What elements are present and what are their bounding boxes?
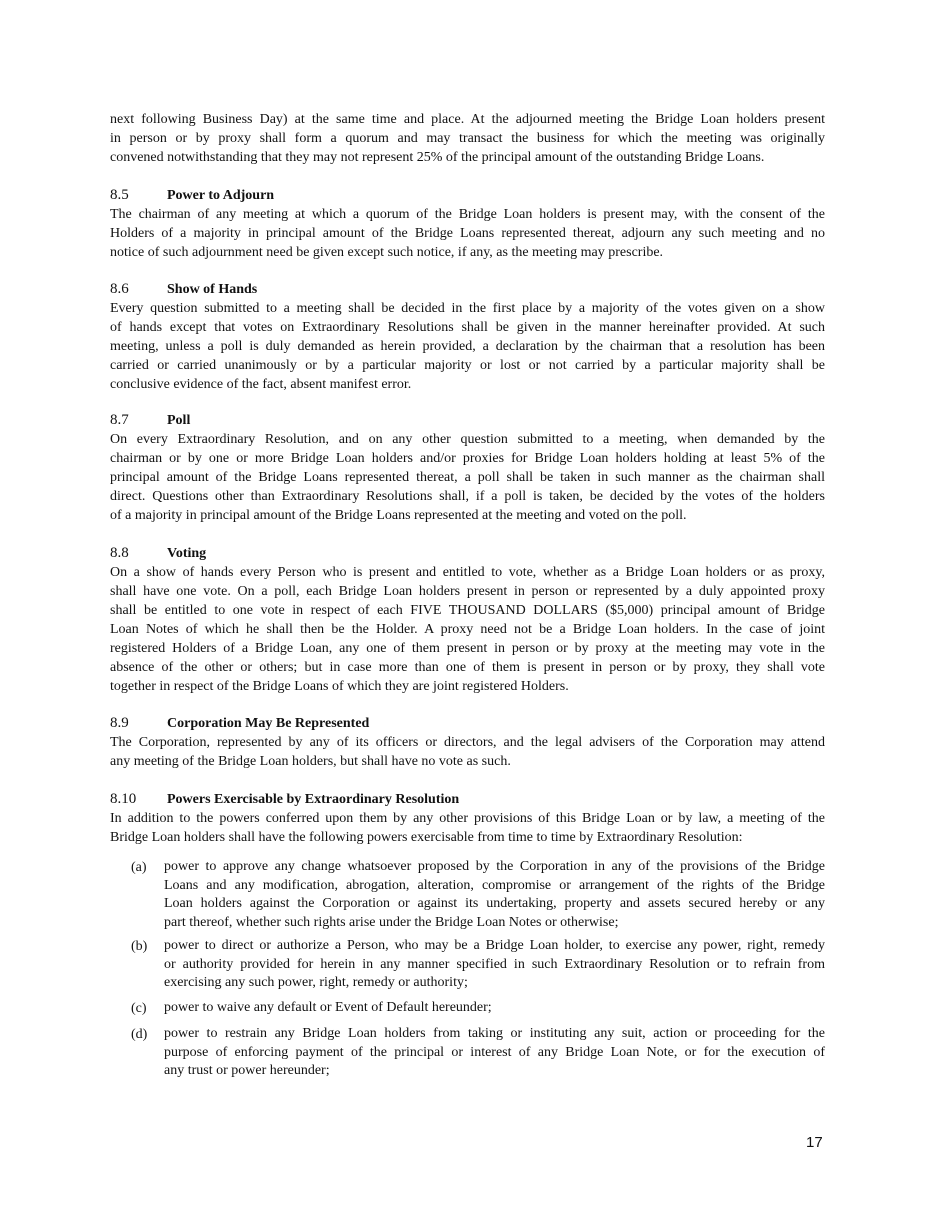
text-line: in person or by proxy shall form a quorum and may transact the business for which the meeting was originally bbox=[110, 131, 825, 146]
text-line: direct. Questions other than Extraordinary Resolutions shall, if a poll is taken, be decided by the votes of the holders bbox=[110, 489, 825, 504]
text-line: any trust or power hereunder; bbox=[164, 1063, 330, 1078]
text-line: Holders of a majority in principal amount of the Bridge Loans represented thereat, adjourn any such meeting and no bbox=[110, 226, 825, 241]
text-line: or authority provided for herein in any manner specified in such Extraordinary Resolution or to refrain from bbox=[164, 956, 825, 972]
section-heading bbox=[110, 544, 825, 563]
section-title: Show of Hands bbox=[167, 282, 258, 297]
section-8-9 bbox=[110, 714, 825, 771]
text-line: absence of the other or others; but in case more than one of them is present in person or by proxy, they shall vote bbox=[110, 660, 825, 675]
section-title: Powers Exercisable by Extraordinary Resolution bbox=[167, 792, 460, 807]
text-line: Every question submitted to a meeting shall be decided in the first place by a majority of the votes given on a show bbox=[110, 301, 825, 316]
section-8-10 bbox=[110, 790, 825, 847]
item-text bbox=[164, 999, 825, 1018]
text-line: together in respect of the Bridge Loans of which they are joint registered Holders. bbox=[110, 679, 569, 694]
item-label: (c) bbox=[131, 1001, 147, 1016]
text-line: next following Business Day) at the same time and place. At the adjourned meeting the Bridge Loan holders present bbox=[110, 112, 825, 127]
text-line: convened notwithstanding that they may not represent 25% of the principal amount of the outstanding Bridge Loans. bbox=[110, 150, 765, 165]
text-line: conclusive evidence of the fact, absent manifest error. bbox=[110, 377, 412, 392]
list-item-a bbox=[131, 858, 825, 932]
item-text bbox=[164, 937, 825, 993]
section-number: 8.8 bbox=[110, 545, 129, 561]
text-line: purpose of enforcing payment of the principal or interest of any Bridge Loan Note, or for the execution of bbox=[164, 1044, 825, 1060]
item-text bbox=[164, 1025, 825, 1081]
text-line: power to direct or authorize a Person, who may be a Bridge Loan holder, to exercise any power, right, remedy bbox=[164, 938, 825, 953]
text-line: power to approve any change whatsoever proposed by the Corporation in any of the provisions of the Bridge bbox=[164, 859, 825, 874]
list-item-b bbox=[131, 937, 825, 993]
section-8-5 bbox=[110, 186, 825, 262]
text-line: Bridge Loan holders shall have the following powers exercisable from time to time by Extraordinary Resolution: bbox=[110, 830, 743, 845]
text-line: any meeting of the Bridge Loan holders, but shall have no vote as such. bbox=[110, 754, 511, 769]
text-line: Loans and any modification, abrogation, alteration, compromise or arrangement of the rights of the Bridge bbox=[164, 877, 825, 893]
text-line: exercising any such power, right, remedy or authority; bbox=[164, 975, 468, 990]
text-line: part thereof, whether such rights arise under the Bridge Loan Notes or otherwise; bbox=[164, 914, 619, 930]
section-number: 8.9 bbox=[110, 715, 129, 731]
text-line: meeting, unless a poll is duly demanded as herein provided, a declaration by the chairman that a resolution has been bbox=[110, 339, 825, 354]
list-item-d bbox=[131, 1025, 825, 1081]
text-line: chairman or by one or more Bridge Loan holders and/or proxies for Bridge Loan holders holding at least 5% of the bbox=[110, 451, 825, 466]
item-label: (b) bbox=[131, 939, 148, 954]
section-heading bbox=[110, 790, 825, 809]
section-heading bbox=[110, 186, 825, 205]
section-heading bbox=[110, 411, 825, 430]
section-number: 8.7 bbox=[110, 412, 129, 428]
section-title: Power to Adjourn bbox=[167, 188, 275, 203]
section-title: Corporation May Be Represented bbox=[167, 716, 370, 731]
section-heading bbox=[110, 714, 825, 733]
text-line: On every Extraordinary Resolution, and on any other question submitted to a meeting, when demanded by the bbox=[110, 432, 825, 447]
text-line: power to restrain any Bridge Loan holders from taking or instituting any suit, action or proceeding for the bbox=[164, 1026, 825, 1041]
text-line: On a show of hands every Person who is present and entitled to vote, whether as a Bridge Loan holders or as proxy, bbox=[110, 565, 825, 580]
section-heading bbox=[110, 280, 825, 299]
text-line: principal amount of the Bridge Loans represented thereat, a poll shall be taken in such manner as the chairman shall bbox=[110, 470, 825, 485]
section-8-7 bbox=[110, 411, 825, 525]
text-line: notice of such adjournment need be given except such notice, if any, as the meeting may prescribe. bbox=[110, 245, 664, 260]
section-number: 8.6 bbox=[110, 281, 129, 297]
text-line: registered Holders of a Bridge Loan, any one of them present in person or by proxy at the meeting may vote in the bbox=[110, 641, 825, 656]
section-title: Voting bbox=[167, 546, 207, 561]
list-item-c bbox=[131, 999, 825, 1018]
text-line: Loan holders against the Corporation or against its undertaking, property and assets secured hereby or any bbox=[164, 896, 825, 911]
intro-paragraph bbox=[110, 110, 825, 167]
section-8-6 bbox=[110, 280, 825, 394]
text-line: of hands except that votes on Extraordinary Resolutions shall be given in the manner hereinafter provided. At such bbox=[110, 320, 825, 335]
item-label: (a) bbox=[131, 860, 147, 875]
text-line: In addition to the powers conferred upon them by any other provisions of this Bridge Loan or by law, a meeting of the bbox=[110, 811, 825, 826]
page-number: 17 bbox=[806, 1134, 823, 1151]
section-8-8 bbox=[110, 544, 825, 696]
item-label: (d) bbox=[131, 1027, 148, 1042]
text-line: The Corporation, represented by any of its officers or directors, and the legal advisers of the Corporation may attend bbox=[110, 735, 825, 750]
section-number: 8.5 bbox=[110, 187, 129, 203]
text-line: The chairman of any meeting at which a quorum of the Bridge Loan holders is present may, with the consent of the bbox=[110, 207, 825, 222]
text-line: shall be entitled to one vote in respect of each FIVE THOUSAND DOLLARS ($5,000) principal amount of Bridge bbox=[110, 603, 825, 618]
section-title: Poll bbox=[167, 413, 191, 428]
text-line: carried or carried unanimously or by a particular majority or lost or not carried by a particular majority shall be bbox=[110, 358, 825, 373]
text-line: Loan Notes of which he shall then be the Holder. A proxy need not be a Bridge Loan holders. In the case of joint bbox=[110, 622, 825, 637]
text-line: power to waive any default or Event of Default hereunder; bbox=[164, 1000, 492, 1015]
section-number: 8.10 bbox=[110, 791, 137, 807]
text-line: of a majority in principal amount of the Bridge Loans represented at the meeting and voted on the poll. bbox=[110, 508, 687, 523]
item-text bbox=[164, 858, 825, 932]
text-line: shall have one vote. On a poll, each Bridge Loan holders present in person or represented by a duly appointed proxy bbox=[110, 584, 825, 599]
